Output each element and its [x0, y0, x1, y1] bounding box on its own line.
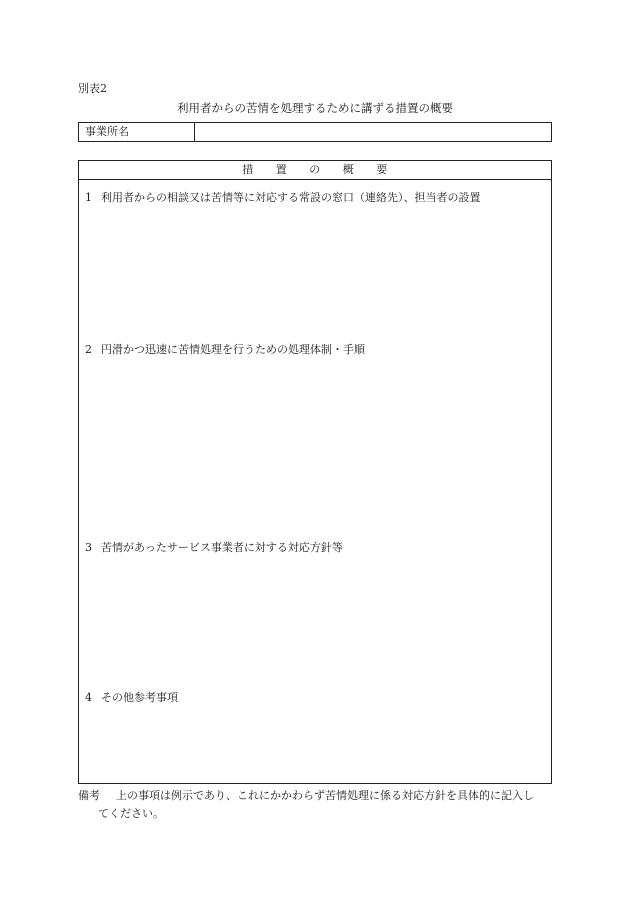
remarks-text-line1: 上の事項は例示であり、これにかかわらず苦情処理に係る対応方針を具体的に記入し: [116, 789, 534, 802]
section-text: その他参考事項: [101, 691, 178, 704]
header-char: の: [309, 163, 321, 176]
section-number: 1: [85, 191, 92, 204]
attachment-label: 別表2: [78, 82, 107, 95]
section-text: 利用者からの相談又は苦情等に対応する常設の窓口（連絡先）、担当者の設置: [101, 191, 481, 204]
section-number: 4: [85, 691, 92, 704]
office-name-row: [78, 122, 552, 142]
section-number: 3: [85, 541, 92, 554]
header-char: 措: [242, 163, 254, 176]
remarks-text-line2: てください。: [98, 807, 164, 820]
measures-table: [78, 160, 552, 784]
section-2[interactable]: [85, 341, 365, 357]
section-text: 苦情があったサービス事業者に対する対応方針等: [101, 541, 343, 554]
section-4[interactable]: [85, 689, 178, 705]
section-text: 円滑かつ迅速に苦情処理を行うための処理体制・手順: [101, 343, 365, 356]
document-title: 利用者からの苦情を処理するために講ずる措置の概要: [177, 101, 453, 115]
office-name-field[interactable]: [196, 123, 551, 141]
header-char: 置: [275, 163, 288, 176]
section-3[interactable]: [85, 539, 343, 555]
section-1[interactable]: [85, 189, 481, 205]
header-char: 要: [376, 163, 388, 176]
header-char: 概: [342, 163, 355, 176]
remarks-label: 備考: [78, 789, 100, 802]
measures-header: [79, 161, 551, 180]
section-number: 2: [85, 343, 92, 356]
office-name-label: 事業所名: [79, 123, 195, 141]
